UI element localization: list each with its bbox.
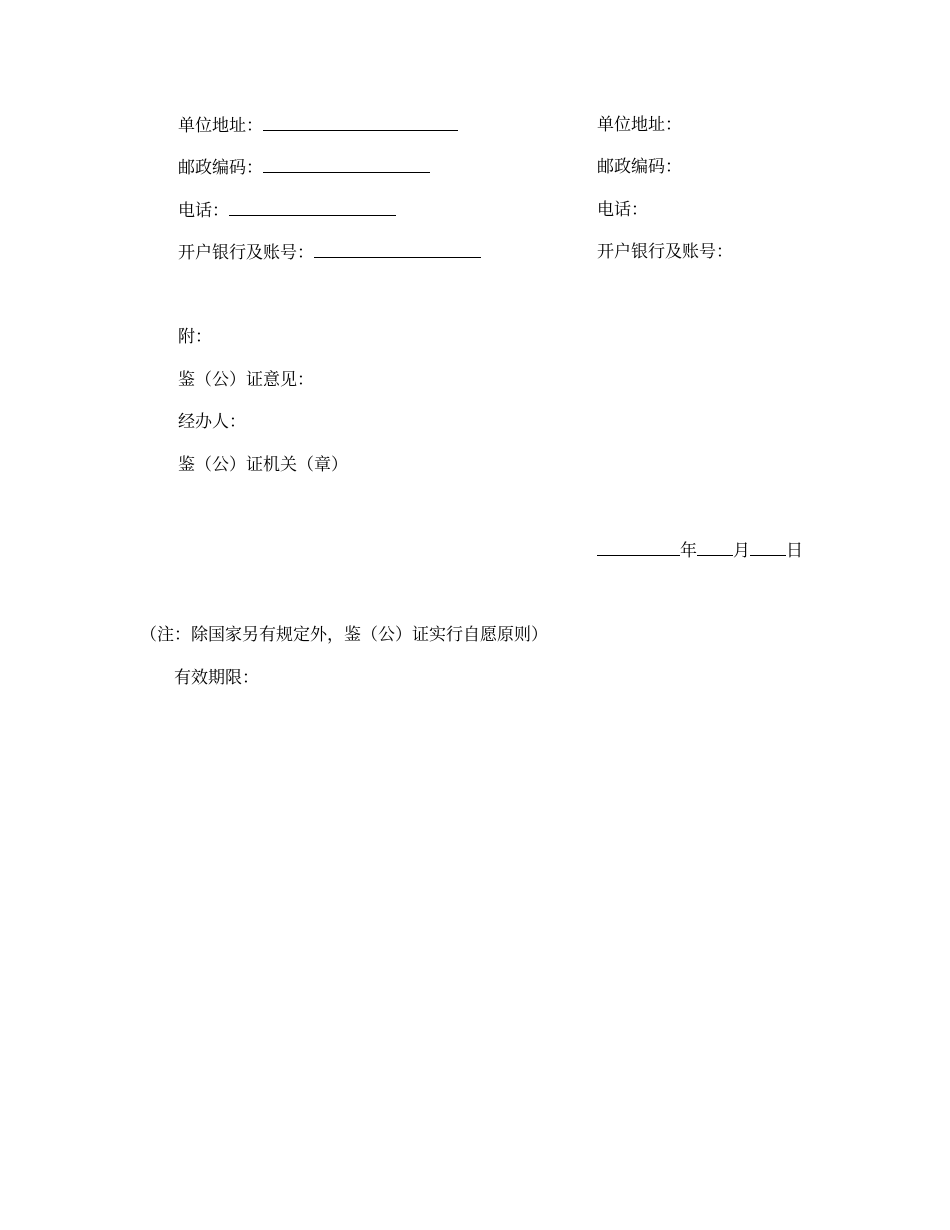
left-bank-label: 开户银行及账号：: [178, 243, 314, 263]
right-bank-label: 开户银行及账号：: [597, 242, 733, 262]
right-postcode-label: 邮政编码：: [597, 157, 682, 177]
month-label: 月: [733, 541, 750, 561]
day-label: 日: [786, 541, 803, 561]
notary-office-label: 鉴（公）证机关（章）: [178, 455, 348, 475]
year-field[interactable]: [597, 539, 680, 556]
date-row: [597, 539, 803, 562]
notary-opinion-label: 鉴（公）证意见：: [178, 370, 314, 390]
right-phone-label: 电话：: [597, 200, 648, 220]
left-postcode-row: [178, 156, 430, 179]
right-address-label: 单位地址：: [597, 115, 682, 135]
attachment-label: 附：: [178, 327, 212, 347]
left-phone-field[interactable]: [229, 199, 396, 216]
validity-label: 有效期限：: [174, 668, 259, 688]
handler-label: 经办人：: [178, 412, 246, 432]
left-phone-label: 电话：: [178, 201, 229, 221]
left-bank-row: [178, 241, 481, 264]
left-address-label: 单位地址：: [178, 116, 263, 136]
year-label: 年: [680, 541, 697, 561]
left-address-field[interactable]: [263, 114, 458, 131]
left-address-row: [178, 114, 458, 137]
voluntary-note: （注：除国家另有规定外，鉴（公）证实行自愿原则）: [140, 625, 548, 645]
month-field[interactable]: [697, 539, 733, 556]
left-postcode-field[interactable]: [263, 156, 430, 173]
day-field[interactable]: [750, 539, 786, 556]
left-phone-row: [178, 199, 396, 222]
left-postcode-label: 邮政编码：: [178, 158, 263, 178]
left-bank-field[interactable]: [314, 241, 481, 258]
